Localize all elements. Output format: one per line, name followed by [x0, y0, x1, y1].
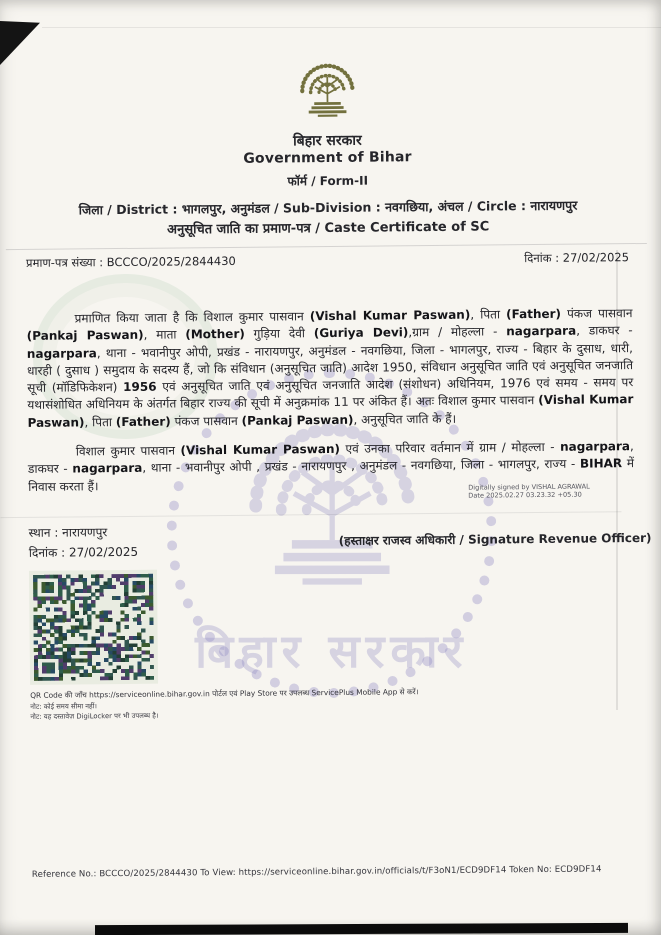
district-line: जिला / District : भागलपुर, अनुमंडल / Sub-Division : नवगछिया, अंचल / Circle : नारायणपुर [78, 197, 578, 218]
certificate-paragraph-2: विशाल कुमार पासवान (Vishal Kumar Paswan) एवं उनका परिवार वर्तमान में ग्राम / मोहल्ला - nagarpara, डाकघर - nagarpara, थाना - भवानीपुर ओपी , प्रखंड - नारायणपुर , अनुमंडल - नवगछिया, जिला - भागलपुर, राज्य - BIHAR में निवास करता हैं। [27, 439, 635, 494]
form-label: फॉर्म / Form-II [287, 173, 369, 189]
govt-title-english: Government of Bihar [243, 149, 412, 167]
header-divider [6, 243, 647, 250]
issue-date-line: दिनांक : 27/02/2025 [28, 544, 139, 560]
qr-code-container [29, 570, 158, 685]
certificate-meta-row [26, 250, 629, 271]
place-line: स्थान : नारायणपुर [28, 525, 108, 540]
qr-caption: QR Code की जाँच https://serviceonline.bihar.gov.in पोर्टल एवं Play Store पर उपलब्ध ServicePlus Mobile App से करें। [30, 687, 419, 700]
digital-signature-stamp [468, 482, 633, 500]
govt-title-hindi: बिहार सरकार [292, 132, 362, 150]
certificate-paragraph-1: प्रमाणित किया जाता है कि विशाल कुमार पासवान (Vishal Kumar Paswan), पिता (Father) पंकज पासवान (Pankaj Paswan), माता (Mother) गुड़िया देवी (Guriya Devi),ग्राम / मोहल्ला - nagarpara, डाकघर - nagarpara, थाना - भवानीपुर ओपी, प्रखंड - नारायणपुर, अनुमंडल - नवगछिया, जिला - भागलपुर, राज्य - बिहार के दुसाध, धारी, धारही ( दुसाध ) समुदाय के सदस्य हैं, जो कि संविधान (अनुसूचित जाति) आदेश 1950, संविधान अनुसूचित जाति एवं अनुसूचित जनजाति सूची (मॉडिफिकेशन) 1956 एवं अनुसूचित जाति एवं अनुसूचित जनजाति आदेश (संशोधन) अधिनियम, 1976 एवं समय - समय पर यथासंशोधित अधिनियम के अंतर्गत बिहार राज्य की सूची में अनुक्रमांक 11 पर अंकित हैं। अतः विशाल कुमार पासवान (Vishal Kumar Paswan), पिता (Father) पंकज पासवान (Pankaj Paswan), अनुसूचित जाति के हैं। [26, 306, 634, 430]
footer-reference-line: Reference No.: BCCCO/2025/2844430 To View: https://serviceonline.bihar.gov.in/officials/t/F3oN1/ECD9DF14 Token No: ECD9DF14 [31, 864, 602, 880]
qr-code [33, 574, 154, 681]
certificate-title: अनुसूचित जाति का प्रमाण-पत्र / Caste Certificate of SC [167, 219, 490, 238]
qr-note-digilocker: नोट: यह दस्तावेज़ DigiLocker पर भी उपलब्ध है। [30, 711, 159, 721]
qr-note-validity: नोट: कोई समय सीमा नहीं। [30, 702, 98, 711]
scan-right-crease [616, 250, 618, 710]
digital-signature-line1: Digitally signed by VISHAL AGRAWAL [468, 482, 590, 492]
scan-top-crease [42, 27, 661, 28]
certificate-date: दिनांक : 27/02/2025 [524, 250, 630, 266]
certificate-number: प्रमाण-पत्र संख्या : BCCCO/2025/2844430 [25, 253, 236, 270]
signature-section-divider [0, 511, 621, 518]
digital-signature-line2: Date 2025.02.27 03.23.32 +05.30 [468, 490, 582, 501]
bihar-government-emblem-icon [292, 56, 363, 131]
revenue-officer-signature-label: (हस्ताक्षर राजस्व अधिकारी / Signature Revenue Officer) [338, 530, 652, 548]
scan-bottom-shadow [0, 919, 661, 935]
watermark-text: बिहार सरकार [194, 623, 468, 679]
